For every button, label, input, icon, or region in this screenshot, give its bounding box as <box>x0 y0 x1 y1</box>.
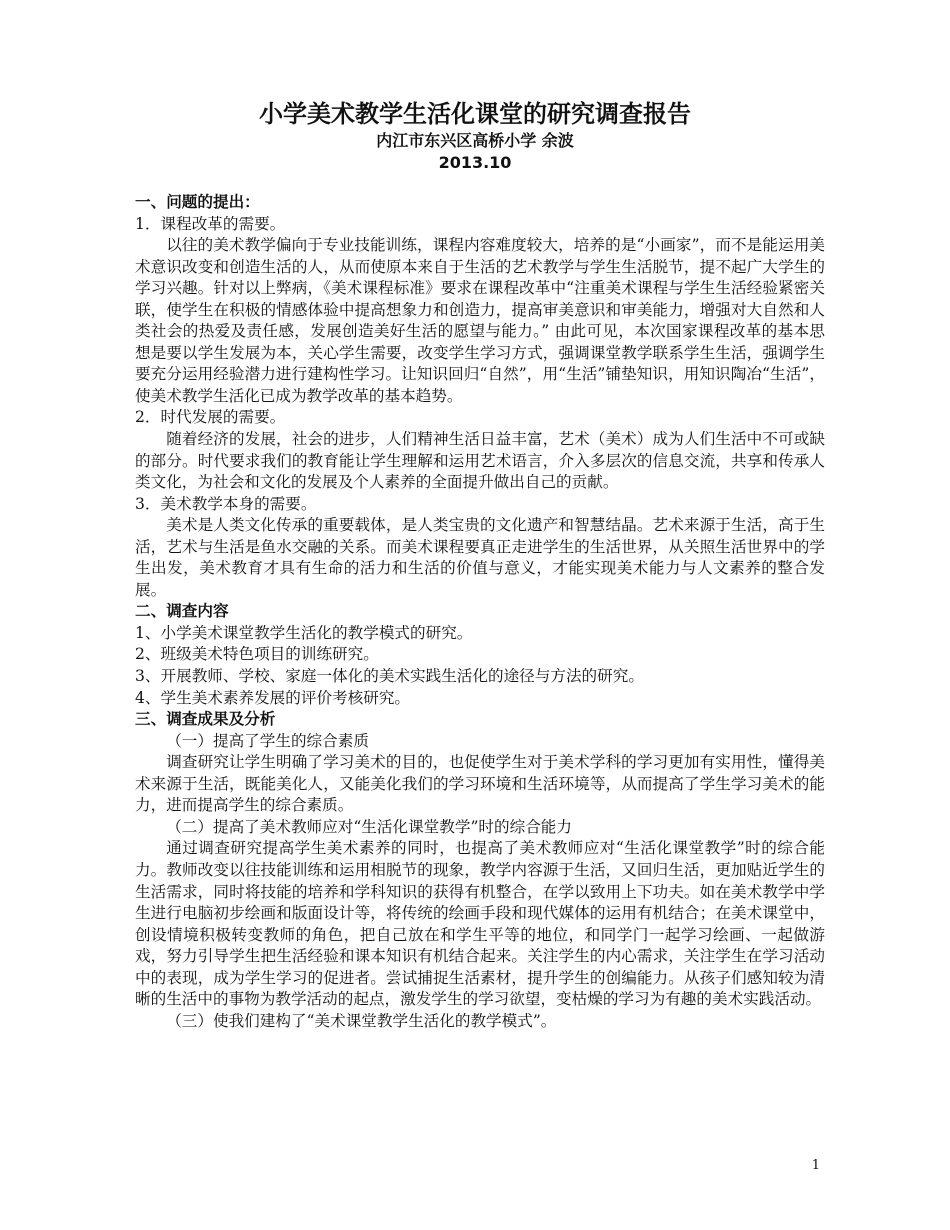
subsection-title: （二）提高了美术教师应对“生活化课堂教学”时的综合能力 <box>166 817 572 836</box>
document-body <box>135 192 825 1032</box>
item-title: 1．课程改革的需要。 <box>135 214 286 233</box>
list-item: 2、班级美术特色项目的训练研究。 <box>135 645 379 664</box>
list-item: 1、小学美术课堂教学生活化的教学模式的研究。 <box>135 623 473 642</box>
document-title: 小学美术教学生活化课堂的研究调查报告 <box>259 100 691 128</box>
paragraph: 通过调查研究提高学生美术素养的同时，也提高了美术教师应对“生活化课堂教学”时的综合能力。教师改变以往技能训练和运用相脱节的现象，教学内容源于生活，又回归生活，更加贴近学生的生活需求，同时将技能的培养和学科知识的获得有机整合，在学以致用上下功夫。如在美术教学中学生进行电脑初步绘画和版面设计等，将传统的绘画手段和现代媒体的运用有机结合；在美术课堂中，创设情境积极转变教师的角色，把自己放在和学生平等的地位，和同学门一起学习绘画、一起做游戏，努力引导学生把生活经验和课本知识有机结合起来。关注学生的内心需求，关注学生在学习活动中的表现，成为学生学习的促进者。尝试捕捉生活素材，提升学生的创编能力。从孩子们感知较为清晰的生活中的事物为教学活动的起点，激发学生的学习欲望，变枯燥的学习为有趣的美术实践活动。 <box>135 839 825 1009</box>
paragraph: 美术是人类文化传承的重要载体，是人类宝贵的文化遗产和智慧结晶。艺术来源于生活，高于生活，艺术与生活是鱼水交融的关系。而美术课程要真正走进学生的生活世界，从关照生活世界中的学生出发，美术教育才具有生命的活力和生活的价值与意义，才能实现美术能力与人文素养的整合发展。 <box>135 516 825 599</box>
subsection-title: （一）提高了学生的综合素质 <box>166 731 369 750</box>
item-title: 3．美术教学本身的需要。 <box>135 494 317 513</box>
paragraph: 调查研究让学生明确了学习美术的目的，也促使学生对于美术学科的学习更加有实用性，懂得美术来源于生活，既能美化人，又能美化我们的学习环境和生活环境等，从而提高了学生学习美术的能力，进而提高学生的综合素质。 <box>135 753 825 815</box>
item-title: 2．时代发展的需要。 <box>135 408 286 427</box>
paragraph: 随着经济的发展，社会的进步，人们精神生活日益丰富，艺术（美术）成为人们生活中不可或缺的部分。时代要求我们的教育能让学生理解和运用艺术语言，介入多层次的信息交流，共享和传承人类文化，为社会和文化的发展及个人素养的全面提升做出自己的贡献。 <box>135 430 825 492</box>
author-line: 内江市东兴区高桥小学 余波 <box>376 131 574 150</box>
page-number: 1 <box>811 1158 820 1173</box>
paragraph: 以往的美术教学偏向于专业技能训练，课程内容难度较大，培养的是“小画家”，而不是能运用美术意识改变和创造生活的人，从而使原本来自于生活的艺术教学与学生生活脱节，提不起广大学生的学习兴趣。针对以上弊病，《美术课程标准》要求在课程改革中“注重美术课程与学生生活经验紧密关联，使学生在积极的情感体验中提高想象力和创造力，提高审美意识和审美能力，增强对大自然和人类社会的热爱及责任感，发展创造美好生活的愿望与能力。” 由此可见，本次国家课程改革的基本思想是要以学生发展为本，关心学生需要，改变学生学习方式，强调课堂教学联系学生生活，强调学生要充分运用经验潜力进行建构性学习。让知识回归“自然”，用“生活”铺垫知识，用知识陶冶“生活”，使美术教学生活化已成为教学改革的基本趋势。 <box>135 236 825 405</box>
section-heading-3: 三、调查成果及分析 <box>135 710 276 729</box>
section-heading-1: 一、问题的提出： <box>135 193 260 211</box>
list-item: 4、学生美术素养发展的评价考核研究。 <box>135 688 411 707</box>
section-heading-2: 二、调查内容 <box>135 602 229 621</box>
list-item: 3、开展教师、学校、家庭一体化的美术实践生活化的途径与方法的研究。 <box>135 667 644 686</box>
date-line: 2013.10 <box>438 153 512 172</box>
subsection-title: （三）使我们建构了“美术课堂教学生活化的教学模式”。 <box>166 1011 557 1030</box>
